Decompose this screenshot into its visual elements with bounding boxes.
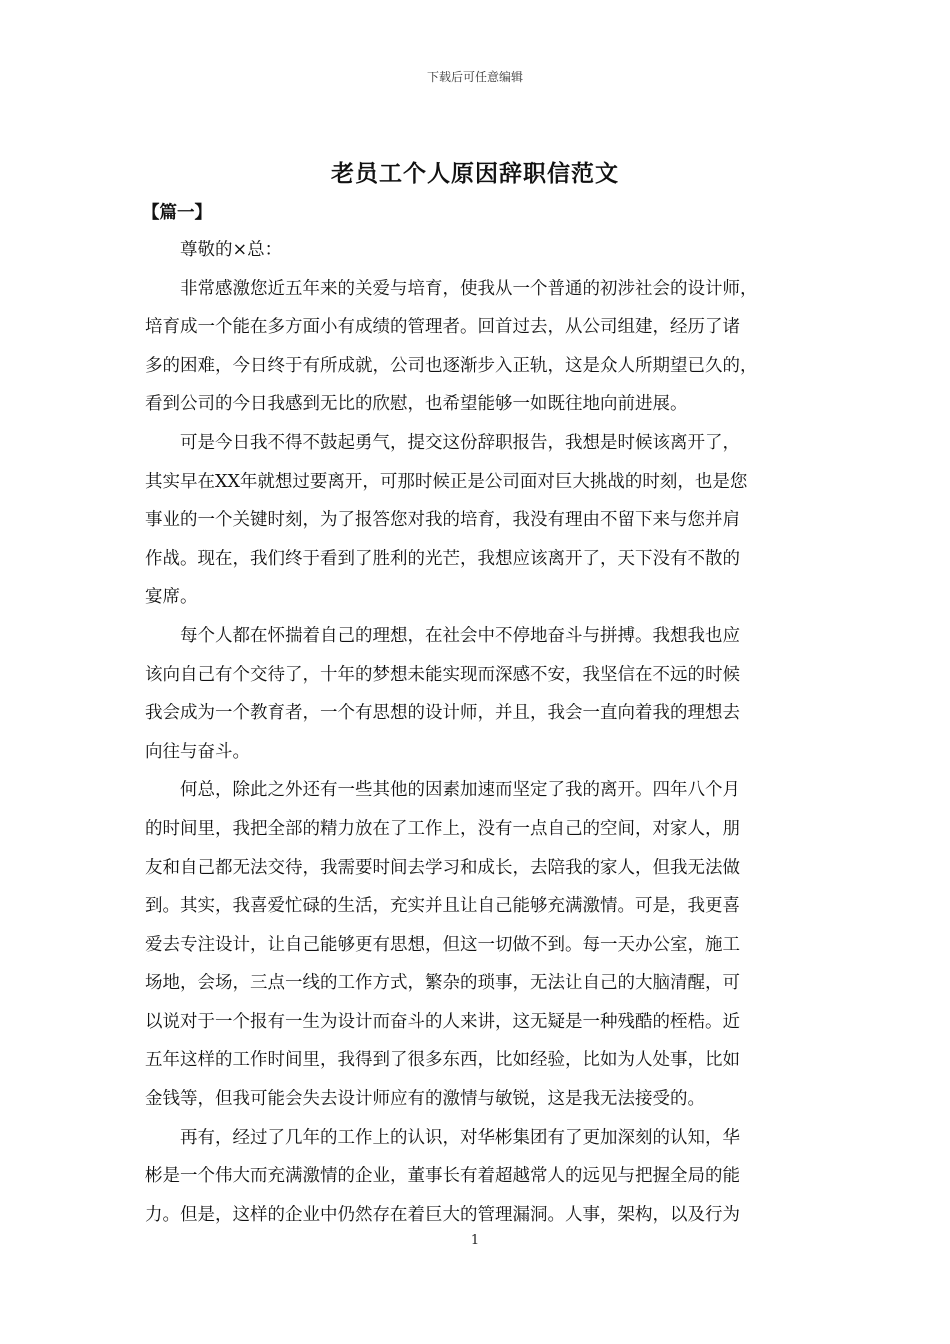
paragraph-line: 彬是一个伟大而充满激情的企业，董事长有着超越常人的远见与把握全局的能: [145, 1166, 740, 1187]
paragraph-line: 其实早在XX年就想过要离开，可那时候正是公司面对巨大挑战的时刻，也是您: [145, 471, 748, 492]
paragraph-line: 到。其实，我喜爱忙碌的生活，充实并且让自己能够充满激情。可是，我更喜: [145, 896, 740, 917]
salutation-line: 尊敬的×总：: [180, 240, 283, 260]
paragraph-line: 友和自己都无法交待，我需要时间去学习和成长，去陪我的家人，但我无法做: [145, 857, 740, 878]
document-title: 老员工个人原因辞职信范文: [331, 160, 619, 187]
paragraph-line: 多的困难，今日终于有所成就，公司也逐渐步入正轨，这是众人所期望已久的，: [145, 355, 758, 376]
paragraph-line: 培育成一个能在多方面小有成绩的管理者。回首过去，从公司组建，经历了诸: [145, 317, 740, 338]
paragraph-line: 何总，除此之外还有一些其他的因素加速而坚定了我的离开。四年八个月: [180, 780, 740, 801]
paragraph-line: 爱去专注设计，让自己能够更有思想，但这一切做不到。每一天办公室，施工: [145, 934, 740, 955]
paragraph-line: 再有，经过了几年的工作上的认识，对华彬集团有了更加深刻的认知，华: [180, 1127, 740, 1148]
paragraph-line: 力。但是，这样的企业中仍然存在着巨大的管理漏洞。人事，架构，以及行为: [145, 1204, 740, 1225]
paragraph-line: 事业的一个关键时刻，为了报答您对我的培育，我没有理由不留下来与您并肩: [145, 510, 740, 531]
paragraph-line: 可是今日我不得不鼓起勇气，提交这份辞职报告，我想是时候该离开了，: [180, 432, 740, 453]
paragraph-line: 非常感激您近五年来的关爱与培育，使我从一个普通的初涉社会的设计师，: [180, 278, 758, 299]
paragraph-line: 作战。现在，我们终于看到了胜利的光芒，我想应该离开了，天下没有不散的: [145, 548, 740, 569]
paragraph-line: 我会成为一个教育者，一个有思想的设计师，并且，我会一直向着我的理想去: [145, 703, 740, 724]
page-number: 1: [470, 1233, 480, 1248]
paragraph-line: 看到公司的今日我感到无比的欣慰，也希望能够一如既往地向前进展。: [145, 394, 688, 415]
paragraph-line: 五年这样的工作时间里，我得到了很多东西，比如经验，比如为人处事，比如: [145, 1050, 740, 1071]
body-paragraph: [145, 771, 807, 1118]
salutation: [145, 231, 807, 270]
paragraph-list: [145, 270, 807, 1235]
paragraph-line: 宴席。: [145, 587, 198, 608]
body-paragraph: [145, 424, 807, 617]
page-header-note: 下载后可任意编辑: [426, 70, 523, 84]
paragraph-line: 以说对于一个报有一生为设计而奋斗的人来讲，这无疑是一种残酷的桎梏。近: [145, 1011, 740, 1032]
paragraph-line: 的时间里，我把全部的精力放在了工作上，没有一点自己的空间，对家人，朋: [145, 818, 740, 839]
body-paragraph: [145, 270, 807, 424]
paragraph-line: 金钱等，但我可能会失去设计师应有的激情与敏锐，这是我无法接受的。: [145, 1089, 705, 1110]
paragraph-line: 该向自己有个交待了，十年的梦想未能实现而深感不安，我坚信在不远的时候: [145, 664, 740, 685]
body-paragraph: [145, 1119, 807, 1235]
paragraph-line: 向往与奋斗。: [145, 741, 250, 762]
document-body: [142, 197, 807, 1234]
body-paragraph: [145, 617, 807, 771]
paragraph-line: 场地，会场，三点一线的工作方式，繁杂的琐事，无法让自己的大脑清醒，可: [145, 973, 740, 994]
section-label: 【篇一】: [142, 203, 212, 223]
paragraph-line: 每个人都在怀揣着自己的理想，在社会中不停地奋斗与拼搏。我想我也应: [180, 625, 740, 646]
